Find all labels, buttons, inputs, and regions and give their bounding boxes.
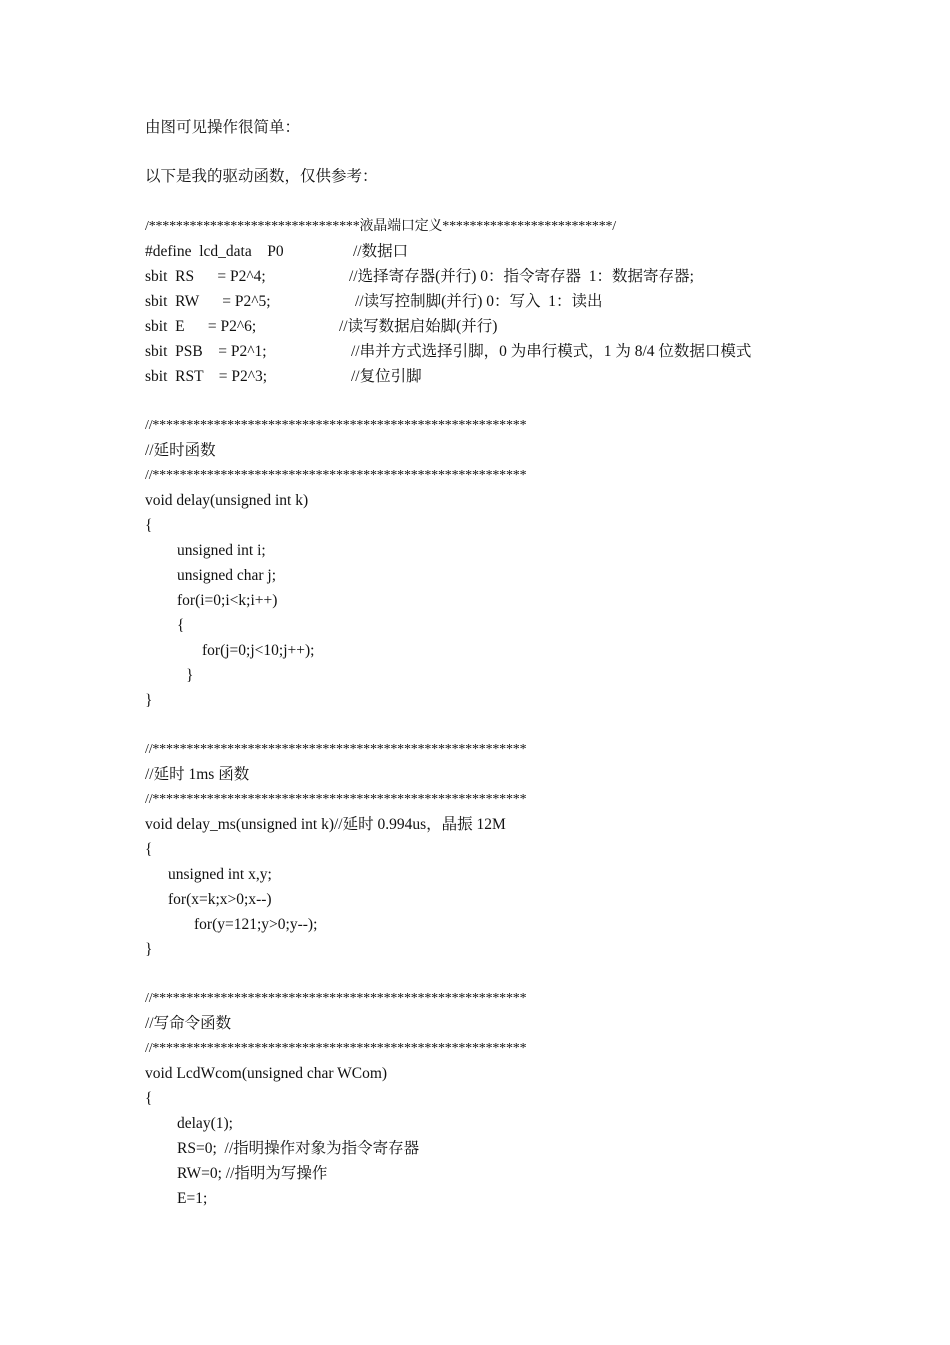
code-line: delay(1); (177, 1115, 233, 1132)
define-code: sbit RW = P2^5; (145, 293, 271, 310)
code-line: for(x=k;x>0;x--) (168, 891, 272, 908)
define-comment: //复位引脚 (351, 368, 422, 385)
define-line (145, 317, 845, 337)
code-line: { (145, 1090, 153, 1107)
intro-text: 由图可见操作很简单： (145, 119, 301, 136)
define-code: sbit RS = P2^4; (145, 268, 266, 285)
separator-line: //******************************************************* (145, 1041, 527, 1056)
define-code: sbit E = P2^6; (145, 318, 257, 335)
separator-line: //******************************************************* (145, 418, 527, 433)
code-line: { (177, 617, 185, 634)
code-line: unsigned int i; (177, 542, 266, 559)
define-comment: //读写控制脚(并行) 0：写入 1：读出 (355, 293, 603, 310)
code-line: } (145, 941, 153, 958)
define-comment: //串并方式选择引脚，0 为串行模式，1 为 8/4 位数据口模式 (351, 343, 752, 360)
code-line: } (145, 692, 153, 709)
define-code: sbit RST = P2^3; (145, 368, 268, 385)
code-line: void LcdWcom(unsigned char WCom) (145, 1065, 388, 1082)
define-line (145, 292, 845, 312)
define-code: sbit PSB = P2^1; (145, 343, 267, 360)
separator-line: //******************************************************* (145, 742, 527, 757)
separator-line: //******************************************************* (145, 792, 527, 807)
code-line: for(j=0;j<10;j++); (202, 642, 315, 659)
code-line: void delay_ms(unsigned int k)//延时 0.994us，晶振 12M (145, 816, 506, 833)
section-title: //延时 1ms 函数 (145, 766, 250, 783)
separator-line: //******************************************************* (145, 468, 527, 483)
code-line: RS=0; //指明操作对象为指令寄存器 (177, 1140, 420, 1157)
code-line: for(y=121;y>0;y--); (194, 916, 318, 933)
code-line: unsigned char j; (177, 567, 277, 584)
code-line: { (145, 841, 153, 858)
lcd-port-header: /*******************************液晶端口定义*************************/ (145, 219, 616, 234)
define-line (145, 367, 845, 387)
define-comment: //选择寄存器(并行) 0：指令寄存器 1：数据寄存器; (349, 268, 694, 285)
section-title: //延时函数 (145, 442, 216, 459)
code-line: { (145, 517, 153, 534)
code-line: for(i=0;i<k;i++) (177, 592, 278, 609)
define-line (145, 342, 845, 362)
separator-line: //******************************************************* (145, 991, 527, 1006)
note-text: 以下是我的驱动函数，仅供参考： (145, 168, 378, 185)
define-code: #define lcd_data P0 (145, 243, 284, 260)
section-title: //写命令函数 (145, 1015, 232, 1032)
define-comment: //数据口 (353, 243, 409, 260)
code-line: E=1; (177, 1190, 208, 1207)
code-line: } (186, 667, 194, 684)
code-line: void delay(unsigned int k) (145, 492, 309, 509)
define-line (145, 242, 845, 262)
code-line: RW=0; //指明为写操作 (177, 1165, 328, 1182)
define-comment: //读写数据启始脚(并行) (339, 318, 498, 335)
code-line: unsigned int x,y; (168, 866, 272, 883)
define-line (145, 267, 845, 287)
